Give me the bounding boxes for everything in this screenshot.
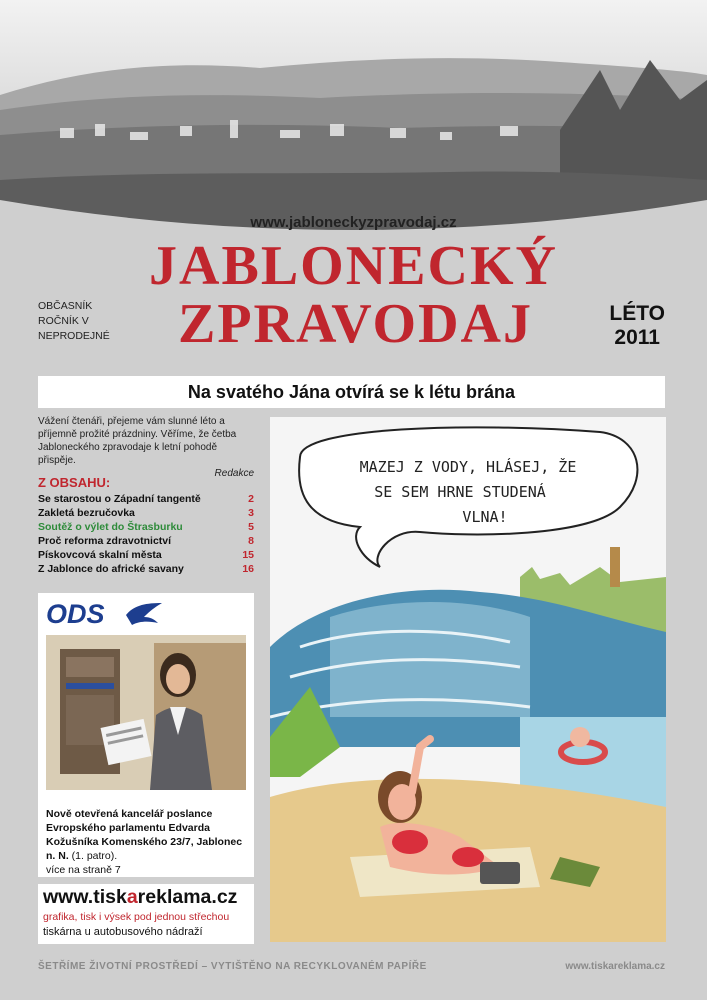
toc-item-page: 8 <box>248 535 254 547</box>
print-shop-advert[interactable] <box>38 884 254 944</box>
office-photo <box>46 635 246 790</box>
footer-url[interactable]: www.tiskareklama.cz <box>565 961 665 972</box>
toc-item-title: Z Jablonce do africké savany <box>38 563 184 575</box>
intro-signature: Redakce <box>214 468 254 479</box>
toc-item-title: Zakletá bezručovka <box>38 507 135 519</box>
url-part: reklama.cz <box>137 886 238 908</box>
toc-item-page: 3 <box>248 507 254 519</box>
headline: Na svatého Jána otvírá se k létu brána <box>38 376 665 408</box>
url-part: www.tisk <box>43 886 127 908</box>
toc-item[interactable] <box>38 534 254 548</box>
ods-advert[interactable] <box>38 593 254 877</box>
ods-caption-floor: (1. patro). <box>68 850 118 862</box>
toc-item[interactable] <box>38 492 254 506</box>
intro-text <box>38 415 254 480</box>
toc-item-page: 2 <box>248 493 254 505</box>
toc-item-title: Soutěž o výlet do Štrasburku <box>38 521 183 533</box>
masthead-line2: ZPRAVODAJ <box>178 293 533 355</box>
website-url[interactable]: www.jabloneckyzpravodaj.cz <box>250 214 457 231</box>
toc-item-title: Proč reforma zdravotnictví <box>38 535 172 547</box>
cartoon-illustration <box>270 417 666 942</box>
ods-logo: ODS <box>46 599 105 629</box>
ods-more-link[interactable]: více na straně 7 <box>46 864 121 876</box>
print-shop-tagline: grafika, tisk i výsek pod jednou střechou <box>43 911 230 923</box>
masthead-line1: JABLONECKÝ <box>149 235 558 297</box>
meta-free: NEPRODEJNÉ <box>38 330 110 342</box>
toc-item-title: Pískovcová skalní města <box>38 549 162 561</box>
speech-line-1: MAZEJ Z VODY, HLÁSEJ, ŽE <box>359 458 577 476</box>
bird-icon <box>124 601 164 629</box>
speech-line-3: VLNA! <box>462 508 508 526</box>
issue-meta <box>38 299 110 344</box>
ods-caption <box>46 807 250 877</box>
issue-season <box>609 302 665 350</box>
toc-item-page: 16 <box>242 563 254 575</box>
ods-caption-main: Nově otevřená kancelář poslance Evropského parlamentu Edvarda Kožušníka Komenského 23/7, Jablonec n. N. <box>46 808 243 862</box>
meta-volume: ROČNÍK V <box>38 315 89 327</box>
print-shop-location: tiskárna u autobusového nádraží <box>43 926 203 938</box>
url-highlight: a <box>126 886 138 908</box>
print-shop-url[interactable] <box>43 886 237 909</box>
speech-line-2: SE SEM HRNE STUDENÁ <box>374 483 546 501</box>
toc-item-title: Se starostou o Západní tangentě <box>38 493 201 505</box>
season-year: 2011 <box>614 326 660 349</box>
toc-item[interactable] <box>38 520 254 534</box>
toc-item-page: 15 <box>242 549 254 561</box>
season-label: LÉTO <box>609 302 665 325</box>
intro-body: Vážení čtenáři, přejeme vám slunné léto a příjemně prožité prázdniny. Věříme, že četba Jabloneckého zpravodaje k letní pohodě přispěje. <box>38 416 237 466</box>
toc-item[interactable] <box>38 548 254 562</box>
meta-frequency: OBČASNÍK <box>38 300 93 312</box>
toc-item-page: 5 <box>248 521 254 533</box>
table-of-contents <box>38 475 254 576</box>
toc-item[interactable] <box>38 562 254 576</box>
toc-title: Z OBSAHU: <box>38 475 111 490</box>
toc-item[interactable] <box>38 506 254 520</box>
footer-eco-note: ŠETŘÍME ŽIVOTNÍ PROSTŘEDÍ – VYTIŠTĚNO NA RECYKLOVANÉM PAPÍŘE <box>38 961 427 972</box>
